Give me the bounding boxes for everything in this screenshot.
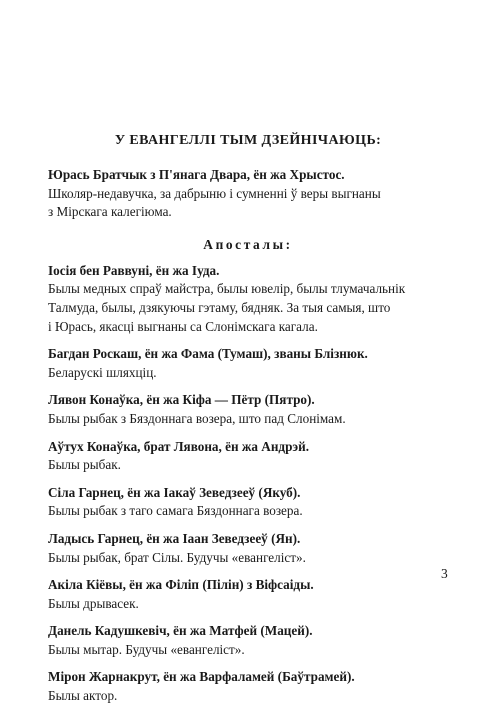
main-heading: У ЕВАНГЕЛЛІ ТЫМ ДЗЕЙНІЧАЮЦЬ: [114, 133, 382, 148]
character-description: Былы медных спраў майстра, былы ювелір, былы тлумачальнік Талмуда, былы, дзякуючы гэтаму, бядняк. За тыя самыя, што і Юрась, якасці выгнаны са Слонімскага кагала. [48, 281, 406, 334]
character-name: Данель Кадушкевіч, ён жа Матфей (Мацей). [48, 623, 313, 639]
character-entry [48, 391, 448, 428]
character-name: Багдан Роскаш, ён жа Фама (Тумаш), званы Блізнюк. [48, 346, 368, 362]
character-description: Былы рыбак. [48, 457, 121, 473]
character-name: Іосія бен Раввуні, ён жа Іуда. [48, 262, 220, 278]
character-entry [48, 668, 448, 705]
character-name: Сіла Гарнец, ён жа Іакаў Зеведзееў (Якуб). [48, 484, 301, 500]
character-entry [48, 622, 448, 659]
character-name: Лявон Конаўка, ён жа Кіфа — Пётр (Пятро). [48, 392, 315, 408]
character-name: Юрась Братчык з П'янага Двара, ён жа Хрыстос. [48, 167, 345, 182]
character-description: Былы рыбак з Бяздоннага возера, што пад Слонімам. [48, 410, 346, 426]
character-name: Ладысь Гарнец, ён жа Іаан Зеведзееў (Ян). [48, 530, 301, 546]
character-entry [48, 484, 448, 521]
character-entry [48, 530, 448, 567]
character-name: Акіла Кіёвы, ён жа Філіп (Пілін) з Віфсаіды. [48, 577, 314, 593]
character-entry [48, 438, 448, 475]
page-number: 3 [441, 566, 448, 581]
character-description: Былы дрывасек. [48, 595, 139, 611]
character-description: Былы рыбак, брат Сілы. Будучы «евангеліст». [48, 549, 306, 565]
apostles-heading: Апосталы: [203, 236, 293, 252]
character-description: Былы рыбак з таго самага Бяздоннага возера. [48, 503, 303, 519]
character-description: Беларускі шляхціц. [48, 364, 157, 380]
character-name: Мірон Жарнакрут, ён жа Варфаламей (Баўтрамей). [48, 669, 355, 685]
character-description: Былы актор. [48, 688, 118, 704]
character-name: Аўтух Конаўка, брат Лявона, ён жа Андрэй. [48, 438, 310, 454]
page-content [48, 132, 448, 706]
character-entry-christ [48, 166, 448, 222]
character-description: Былы мытар. Будучы «евангеліст». [48, 641, 245, 657]
character-entry [48, 262, 448, 336]
character-description: Школяр-недавучка, за дабрыню і сумненні ў веры выгнаны з Мірскага калегіюма. [48, 185, 381, 220]
character-entry [48, 576, 448, 613]
character-entry [48, 345, 448, 382]
